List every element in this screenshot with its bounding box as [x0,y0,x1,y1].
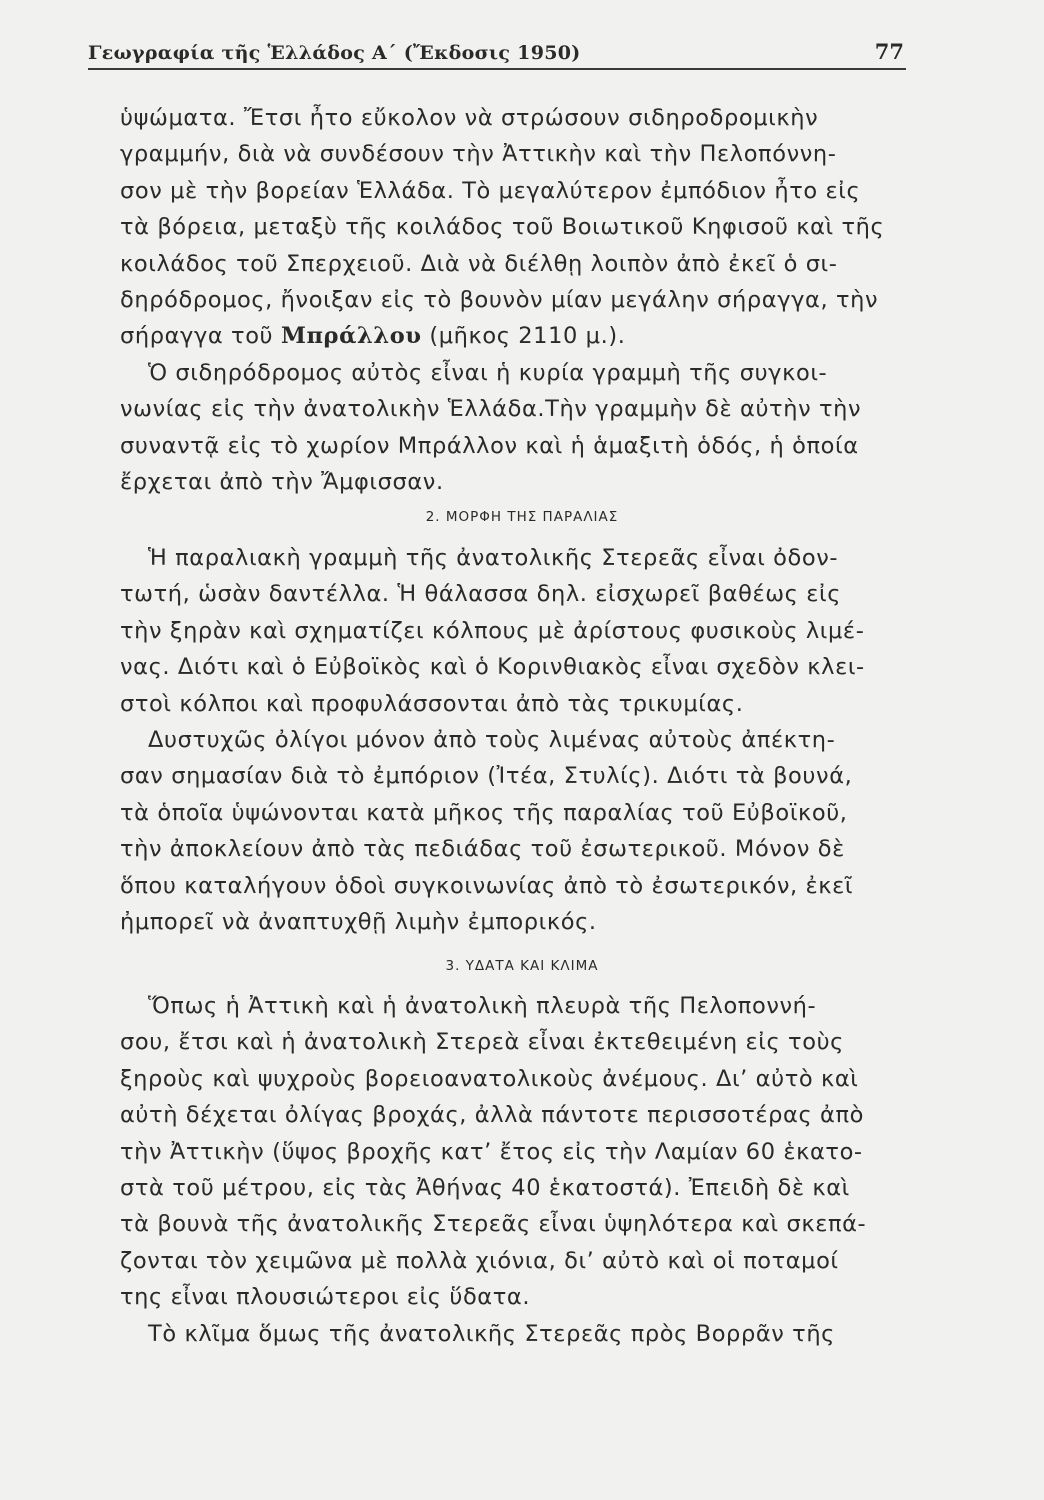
text-line: τὴν Ἀττικὴν (ὕψος βροχῆς κατ’ ἔτος εἰς τὴν Λαμίαν 60 ἑκατο- [120,1138,863,1165]
text-line: ξηροὺς καὶ ψυχροὺς βορειοανατολικοὺς ἀνέμους. Δι’ αὐτὸ καὶ [120,1065,859,1092]
text-line: ζονται τὸν χειμῶνα μὲ πολλὰ χιόνια, δι’ αὐτὸ καὶ οἱ ποταμοί [120,1247,839,1274]
paragraph-block-3 [120,988,910,1352]
text-line: τὰ βουνὰ τῆς ἀνατολικῆς Στερεᾶς εἶναι ὑψηλότερα καὶ σκεπά- [120,1211,867,1238]
text-line: τὰ ὁποῖα ὑψώνονται κατὰ μῆκος τῆς παραλίας τοῦ Εὐβοϊκοῦ, [120,799,848,826]
text-line: ἠμπορεῖ νὰ ἀναπτυχθῇ λιμὴν ἐμπορικός. [120,908,597,935]
text-line: κοιλάδος τοῦ Σπερχειοῦ. Διὰ νὰ διέλθῃ λοιπὸν ἀπὸ ἐκεῖ ὁ σι- [120,250,838,277]
page-header [88,34,906,70]
text-line: της εἶναι πλουσιώτεροι εἰς ὕδατα. [120,1284,531,1311]
text-line: στοὶ κόλποι καὶ προφυλάσσονται ἀπὸ τὰς τρικυμίας. [120,690,744,717]
section-heading-waters-climate: 3. ΥΔΑΤΑ ΚΑΙ ΚΛΙΜΑ [445,958,599,974]
text-line: αὐτὴ δέχεται ὀλίγας βροχάς, ἀλλὰ πάντοτε περισσοτέρας ἀπὸ [120,1102,864,1129]
paragraph-block-2 [120,540,910,940]
text-line: τὰ βόρεια, μεταξὺ τῆς κοιλάδος τοῦ Βοιωτικοῦ Κηφισοῦ καὶ τῆς [120,214,885,241]
paragraph-block-1 [120,100,910,500]
text-line: ὅπου καταλήγουν ὁδοὶ συγκοινωνίας ἀπὸ τὸ ἐσωτερικόν, ἐκεῖ [120,872,854,899]
text-line: ὑψώματα. Ἔτσι ἦτο εὔκολον νὰ στρώσουν σιδηροδρομικὴν [120,105,819,131]
text-line: Τὸ κλῖμα ὅμως τῆς ἀνατολικῆς Στερεᾶς πρὸς Βορρᾶν τῆς [148,1320,835,1347]
text-line: νωνίας εἰς τὴν ἀνατολικὴν Ἑλλάδα.Τὴν γραμμὴν δὲ αὐτὴν τὴν [120,396,862,423]
text-line: Ἡ παραλιακὴ γραμμὴ τῆς ἀνατολικῆς Στερεᾶς εἶναι ὀδον- [148,545,839,571]
section-heading-coastline: 2. ΜΟΡΦΗ ΤΗΣ ΠΑΡΑΛΙΑΣ [425,509,619,525]
text-fragment: σήραγγα τοῦ [120,323,281,350]
text-line: Δυστυχῶς ὀλίγοι μόνον ἀπὸ τοὺς λιμένας αὐτοὺς ἀπέκτη- [148,726,836,753]
text-line: Ὅπως ἡ Ἀττικὴ καὶ ἡ ἀνατολικὴ πλευρὰ τῆς Πελοποννή- [148,993,817,1019]
text-line: σον μὲ τὴν βορείαν Ἑλλάδα. Τὸ μεγαλύτερον ἐμπόδιον ἦτο εἰς [120,177,861,204]
bold-place-name: Μπράλλου [280,323,422,350]
text-line: στὰ τοῦ μέτρου, εἰς τὰς Ἀθήνας 40 ἑκατοστά). Ἐπειδὴ δὲ καὶ [120,1174,850,1201]
text-line: τὴν ξηρὰν καὶ σχηματίζει κόλπους μὲ ἀρίστους φυσικοὺς λιμέ- [120,617,865,644]
text-fragment: (μῆκος 2110 μ.). [421,323,626,350]
text-line: σαν σημασίαν διὰ τὸ ἐμπόριον (Ἰτέα, Στυλίς). Διότι τὰ βουνά, [120,763,853,790]
text-line: τὴν ἀποκλείουν ἀπὸ τὰς πεδιάδας τοῦ ἐσωτερικοῦ. Μόνον δὲ [120,836,845,863]
text-line: σου, ἔτσι καὶ ἡ ἀνατολικὴ Στερεὰ εἶναι ἐκτεθειμένη εἰς τοὺς [120,1029,844,1056]
text-line: δηρόδρομος, ἤνοιξαν εἰς τὸ βουνὸν μίαν μεγάλην σήραγγα, τὴν [120,286,879,313]
running-title: Γεωγραφία τῆς Ἑλλάδος Α΄ (Ἔκδοσις 1950) [88,42,581,64]
text-line [120,318,910,354]
text-line: τωτή, ὡσὰν δαντέλλα. Ἡ θάλασσα δηλ. εἰσχωρεῖ βαθέως εἰς [120,581,842,608]
text-line: γραμμήν, διὰ νὰ συνδέσουν τὴν Ἀττικὴν καὶ τὴν Πελοπόννη- [120,141,837,168]
text-line: ἔρχεται ἀπὸ τὴν Ἄμφισσαν. [120,468,444,495]
text-line: συναντᾷ εἰς τὸ χωρίον Μπράλλον καὶ ἡ ἁμαξιτὴ ὁδός, ἡ ὁποία [120,432,859,459]
page-number: 77 [874,39,904,64]
text-line: Ὁ σιδηρόδρομος αὐτὸς εἶναι ἡ κυρία γραμμὴ τῆς συγκοι- [148,359,828,386]
text-line: νας. Διότι καὶ ὁ Εὐβοϊκὸς καὶ ὁ Κορινθιακὸς εἶναι σχεδὸν κλει- [120,654,865,681]
